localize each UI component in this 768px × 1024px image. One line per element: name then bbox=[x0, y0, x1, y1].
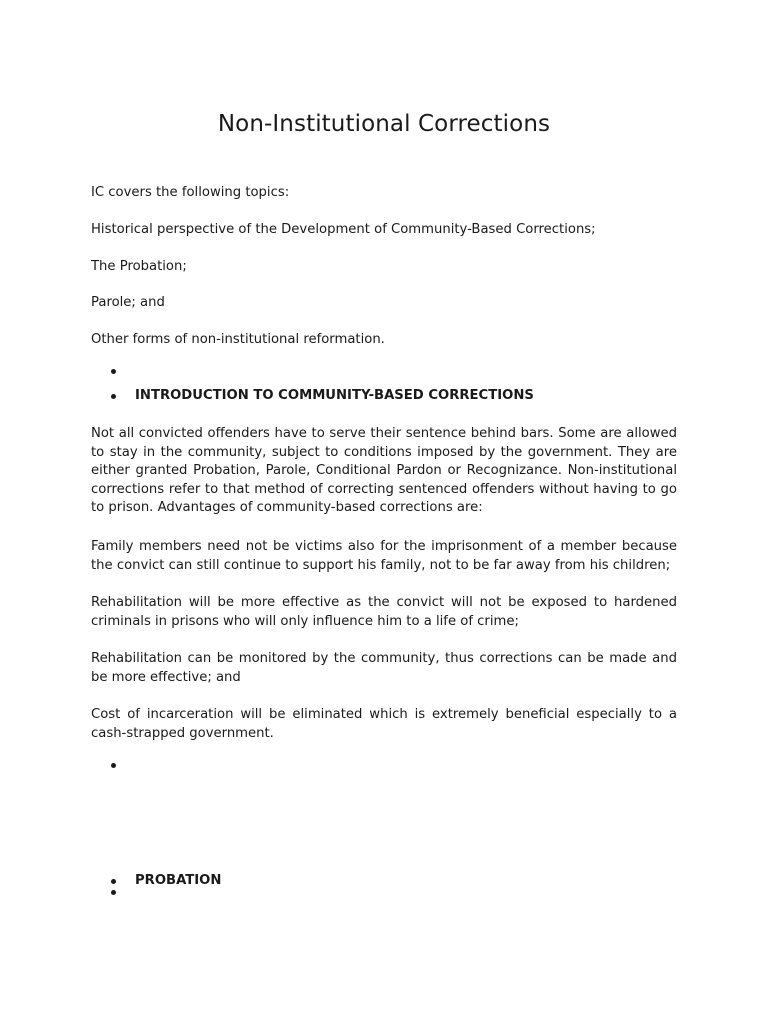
empty-bullet bbox=[111, 369, 671, 374]
page-title: Non-Institutional Corrections bbox=[217, 111, 551, 138]
section-heading-text: INTRODUCTION TO COMMUNITY-BASED CORRECTIONS bbox=[135, 388, 534, 403]
advantage-item: Family members need not be victims also for the imprisonment of a member because the convict can still continue to support his family, not to be far away from his children; bbox=[91, 539, 677, 573]
topic-item: Other forms of non-institutional reformation. bbox=[91, 332, 385, 347]
bullet-icon bbox=[111, 763, 116, 768]
advantage-item: Rehabilitation will be more effective as the convict will not be exposed to hardened criminals in prisons who will only influence him to a life of crime; bbox=[91, 595, 677, 629]
section-heading-text: PROBATION bbox=[135, 873, 222, 888]
bullet-icon bbox=[111, 369, 116, 374]
section-heading-probation bbox=[111, 872, 671, 890]
empty-bullet bbox=[111, 890, 671, 895]
advantage-item: Rehabilitation can be monitored by the community, thus corrections can be made and be more effective; and bbox=[91, 651, 677, 685]
bullet-icon bbox=[111, 890, 116, 895]
intro-lead: IC covers the following topics: bbox=[91, 185, 290, 200]
topic-item: Parole; and bbox=[91, 295, 165, 310]
advantage-item: Cost of incarceration will be eliminated which is extremely beneficial especially to a cash-strapped government. bbox=[91, 707, 677, 741]
topic-item: Historical perspective of the Development of Community-Based Corrections; bbox=[91, 222, 596, 237]
bullet-icon bbox=[111, 394, 116, 399]
topic-item: The Probation; bbox=[91, 259, 187, 274]
bullet-icon bbox=[111, 879, 116, 884]
empty-bullet bbox=[111, 763, 671, 768]
section-heading-introduction bbox=[111, 387, 671, 405]
section-body: Not all convicted offenders have to serve their sentence behind bars. Some are allowed to stay in the community, subject to conditions imposed by the government. They are either granted Probation, Parole, Conditional Pardon or Recognizance. Non-institutional corrections refer to that method of correcting sentenced offenders without having to go to prison. Advantages of community-based corrections are: bbox=[91, 426, 677, 515]
